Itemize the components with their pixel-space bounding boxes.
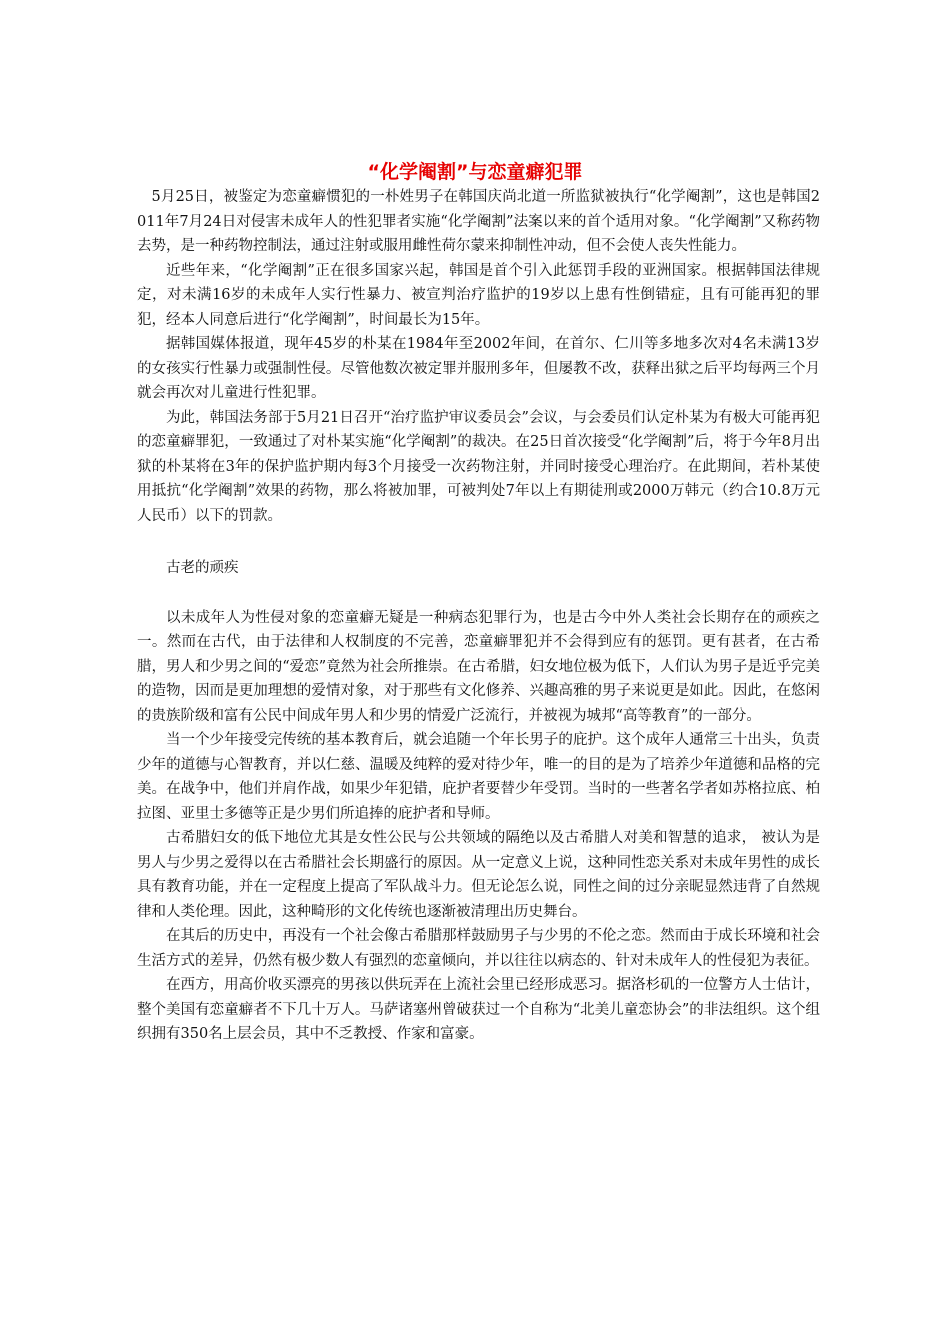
body-paragraph: 以未成年人为性侵对象的恋童癖无疑是一种病态犯罪行为，也是古今中外人类社会长期存在的顽疾之一。然而在古代，由于法律和人权制度的不完善，恋童癖罪犯并不会得到应有的惩罚。更有甚者，在古希腊，男人和少男之间的“爱恋”竟然为社会所推崇。在古希腊，妇女地位极为低下，人们认为男子是近乎完美的造物，因而是更加理想的爱情对象，对于那些有文化修养、兴趣高雅的男子来说更是如此。因此，在悠闲的贵族阶级和富有公民中间成年男人和少男的情爱广泛流行，并被视为城邦“高等教育”的一部分。 bbox=[137, 609, 820, 724]
body-paragraph: 5月25日，被鉴定为恋童癖惯犯的一朴姓男子在韩国庆尚北道一所监狱被执行“化学阉割”，这也是韩国2011年7月24日对侵害未成年人的性犯罪者实施“化学阉割”法案以来的首个适用对象。“化学阉割”又称药物去势，是一种药物控制法，通过注射或服用雌性荷尔蒙来抑制性冲动，但不会使人丧失性能力。 bbox=[137, 189, 820, 254]
body-paragraph: 当一个少年接受完传统的基本教育后，就会追随一个年长男子的庇护。这个成年人通常三十出头，负责少年的道德与心智教育，并以仁慈、温暖及纯粹的爱对待少年，唯一的目的是为了培养少年道德和品格的完美。在战争中，他们并肩作战，如果少年犯错，庇护者要替少年受罚。当时的一些著名学者如苏格拉底、柏拉图、亚里士多德等正是少男们所追捧的庇护者和导师。 bbox=[137, 732, 820, 822]
body-paragraph: 在其后的历史中，再没有一个社会像古希腊那样鼓励男子与少男的不伦之恋。然而由于成长环境和社会生活方式的差异，仍然有极少数人有强烈的恋童倾向，并以往往以病态的、针对未成年人的性侵犯为表征。 bbox=[137, 928, 820, 969]
document-title: “化学阉割”与恋童癖犯罪 bbox=[367, 161, 583, 183]
document-body bbox=[137, 185, 820, 1047]
body-paragraph: 古希腊妇女的低下地位尤其是女性公民与公共领域的隔绝以及古希腊人对美和智慧的追求， 被认为是男人与少男之爱得以在古希腊社会长期盛行的原因。从一定意义上说，这种同性恋关系对未成年男性的成长具有教育功能，并在一定程度上提高了军队战斗力。但无论怎么说，同性之间的过分亲昵显然违背了自然规律和人类伦理。因此，这种畸形的文化传统也逐渐被清理出历史舞台。 bbox=[137, 830, 820, 920]
section-heading: 古老的顽疾 bbox=[166, 560, 239, 576]
body-paragraph: 为此，韩国法务部于5月21日召开“治疗监护审议委员会”会议，与会委员们认定朴某为有极大可能再犯的恋童癖罪犯，一致通过了对朴某实施“化学阉割”的裁决。在25日首次接受“化学阉割”后，将于今年8月出狱的朴某将在3年的保护监护期内每3个月接受一次药物注射，并同时接受心理治疗。在此期间，若朴某使用抵抗“化学阉割”效果的药物，那么将被加罪，可被判处7年以上有期徒刑或2000万韩元（约合10.8万元人民币）以下的罚款。 bbox=[137, 409, 820, 524]
body-paragraph: 据韩国媒体报道，现年45岁的朴某在1984年至2002年间，在首尔、仁川等多地多次对4名未满13岁的女孩实行性暴力或强制性侵。尽管他数次被定罪并服刑多年，但屡教不改，获释出狱之后平均每两三个月就会再次对儿童进行性犯罪。 bbox=[137, 336, 820, 401]
body-paragraph: 在西方，用高价收买漂亮的男孩以供玩弄在上流社会里已经形成恶习。据洛杉矶的一位警方人士估计，整个美国有恋童癖者不下几十万人。马萨诸塞州曾破获过一个自称为“北美儿童恋协会”的非法组织。这个组织拥有350名上层会员，其中不乏教授、作家和富豪。 bbox=[137, 977, 820, 1042]
body-paragraph: 近些年来，“化学阉割”正在很多国家兴起，韩国是首个引入此惩罚手段的亚洲国家。根据韩国法律规定，对未满16岁的未成年人实行性暴力、被宣判治疗监护的19岁以上患有性倒错症，且有可能再犯的罪犯，经本人同意后进行“化学阉割”，时间最长为15年。 bbox=[137, 262, 820, 328]
